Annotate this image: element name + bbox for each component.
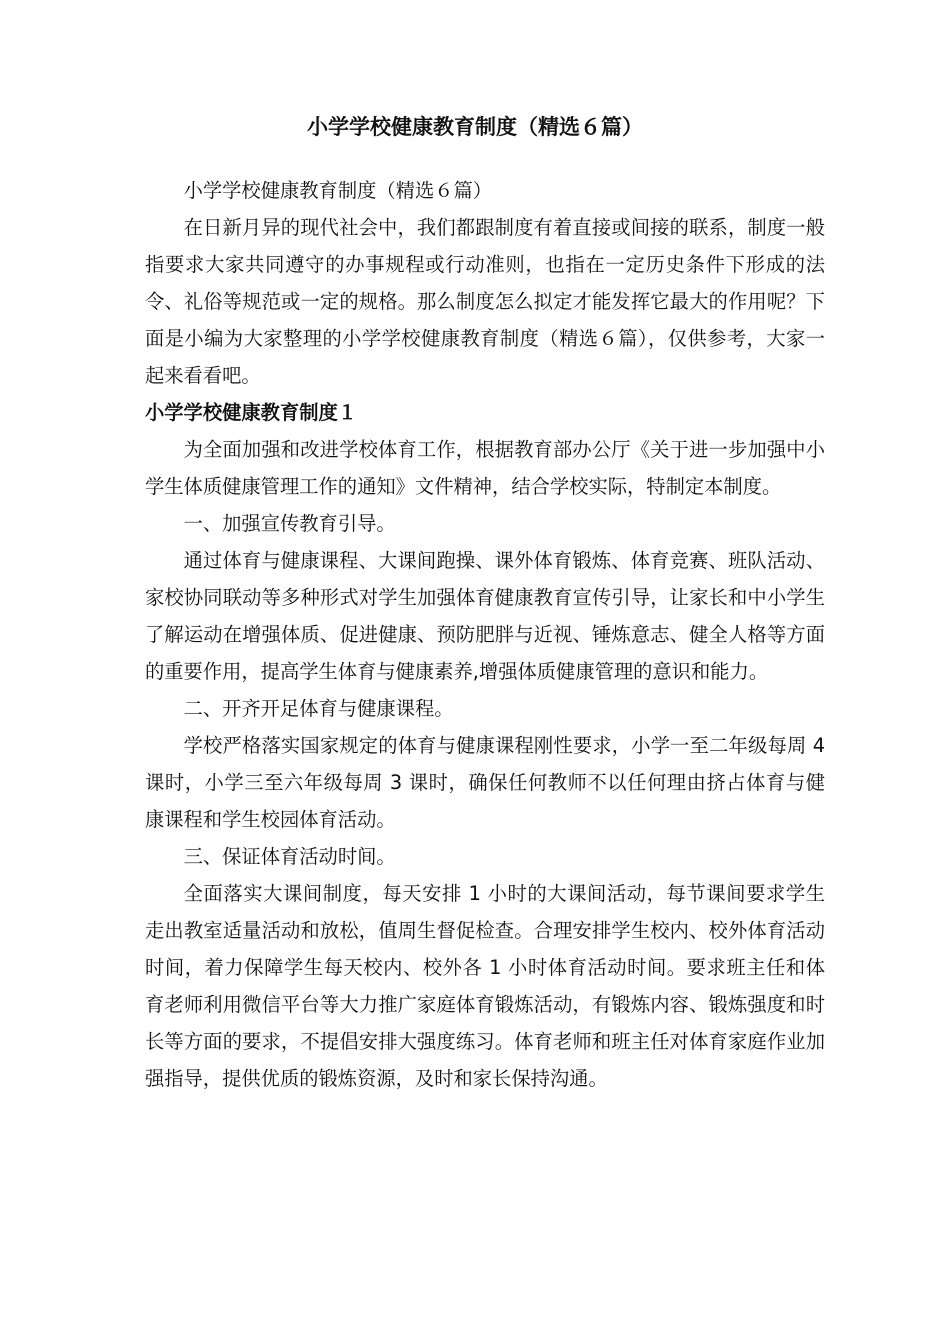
- subsection-heading: 二、开齐开足体育与健康课程。: [183, 697, 454, 720]
- subtitle-paragraph: 小学学校健康教育制度（精选６篇）: [183, 179, 493, 202]
- subsection-heading: 一、加强宣传教育引导。: [183, 512, 396, 535]
- subsection-heading: 三、保证体育活动时间。: [183, 845, 396, 868]
- body-paragraph: 全面落实大课间制度，每天安排 1 小时的大课间活动，每节课间要求学生走出教室适量活动和放松，值周生督促检查。合理安排学生校内、校外体育活动时间，着力保障学生每天校内、校外各 1 小时体育活动时间。要求班主任和体育老师利用微信平台等大力推广家庭体育锻炼活动，有锻炼内容、锻炼强度和时长等方面的要求，不提倡安排大强度练习。体育老师和班主任对体育家庭作业加强指导，提供优质的锻炼资源，及时和家长保持沟通。: [145, 882, 825, 1090]
- section-heading: 小学学校健康教育制度１: [145, 401, 358, 424]
- body-paragraph: 学校严格落实国家规定的体育与健康课程刚性要求，小学一至二年级每周 4 课时，小学三至六年级每周 3 课时，确保任何教师不以任何理由挤占体育与健康课程和学生校园体育活动。: [145, 734, 825, 831]
- document-body: [145, 172, 825, 1097]
- intro-paragraph: 在日新月异的现代社会中，我们都跟制度有着直接或间接的联系，制度一般指要求大家共同遵守的办事规程或行动准则，也指在一定历史条件下形成的法令、礼俗等规范或一定的规格。那么制度怎么拟定才能发挥它最大的作用呢？下面是小编为大家整理的小学学校健康教育制度（精选６篇），仅供参考，大家一起来看看吧。: [145, 216, 825, 387]
- document-title: 小学学校健康教育制度（精选６篇）: [307, 115, 643, 139]
- body-paragraph: 为全面加强和改进学校体育工作，根据教育部办公厅《关于进一步加强中小学生体质健康管理工作的通知》文件精神，结合学校实际，特制定本制度。: [145, 438, 825, 498]
- body-paragraph: 通过体育与健康课程、大课间跑操、课外体育锻炼、体育竞赛、班队活动、家校协同联动等多种形式对学生加强体育健康教育宣传引导，让家长和中小学生了解运动在增强体质、促进健康、预防肥胖与近视、锤炼意志、健全人格等方面的重要作用，提高学生体育与健康素养,增强体质健康管理的意识和能力。: [145, 549, 825, 683]
